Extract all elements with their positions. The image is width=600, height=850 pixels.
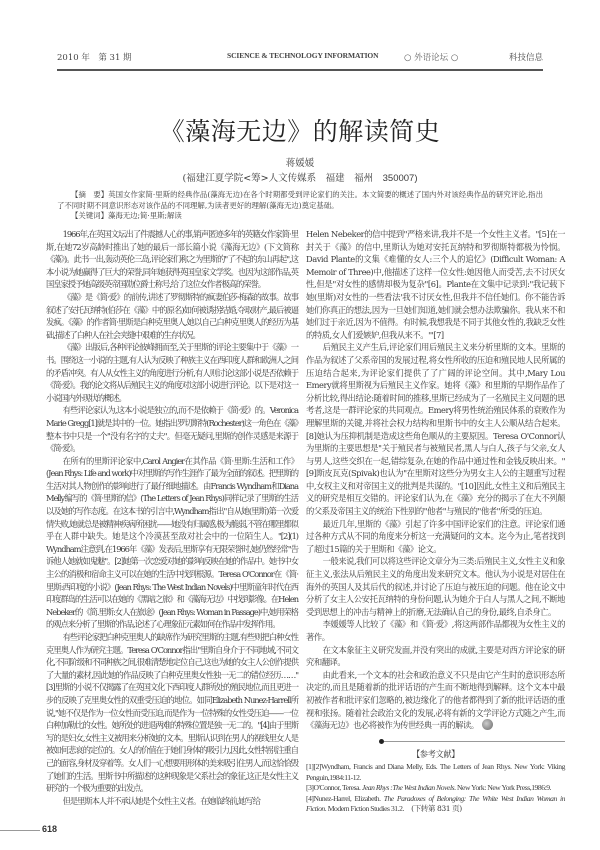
right-column xyxy=(306,228,565,815)
reference-item: [1][2]Wyndham, Francis and Diana Melly, Eds. The Letters of Jean Rhys. New York: Viking Penguin,1984:11-12. xyxy=(306,762,565,782)
page-number: 618 xyxy=(42,824,58,834)
conclusion-text: 由此看来,一个文本的社会和政治意义不只是由它产生时的意识形态所决定的,而且是随着新的批评话语的产生而不断地得到解释。这个文本中最初被作者和批评家们忽略的,被边缘化了的他者都得到了新的批评话语的重视和张扬。随着社会政治文化的发展,必将有新的文学评论方式随之产生,而《藻海无边》也必将被作为传世经典一再的解读。 xyxy=(306,669,565,731)
paragraph: 但是里斯本人并不承认她是个女性主义者。在她临终前,她写给 xyxy=(62,795,260,806)
paragraph: 在所有的里斯评论家中,Carol Angier在其作品《简·里斯:生活和工作》(Jean Rhys: Life and work)中对里斯的写作生涯作了最为全面的叙述。把里斯的生活对其人物创作的影响进行了最仔细地描述。由Francis Wyndham和Diana Melly编写的《简·里斯的信》(The Letters of Jean Rhys)同样记录了里斯的生活以及她的写作态度。在这本书的引言中,Wyndham指出"自从她(里斯)第一次爱情失败,她就总是被精神疾病所困扰——她没有归属感,极为脆弱,不管在哪里都似乎在人群中缺失。她是这个冷漠甚至敌对社会中的一位陌生人。"[2](1) Wyndham注意到,在1966年《藻》发表后,里斯享有无限荣誉时,她仍然经常"告诉他人她就如鬼魅"。[2]她第一次恋爱对她的影响反映在她的作品中。她书中女主公的消极和宿命主义可以在她的生活中找到根源。Teresa O'Connor在《简·里斯:西印度的小说》(Jean Rhys: The West Indian Novels)中里斯童年时代在西印度群岛的生活可以在她的《黑暗之旅》和《藻海无边》中找到影像。在Helen Nebeker的《简.里斯:女人在旅途》(Jean Rhys: Woman in Passage)中,她用荣格的观点来分析了里斯的作品,论述了心理象征元素如何在作品中发挥作用。 xyxy=(46,455,298,630)
paragraph xyxy=(306,669,565,732)
paragraph: 1966年,在英国文坛出了件震撼人心的事,销声匿迹多年的英籍女作家简·里斯,在她72岁高龄时推出了她的最后一部长篇小说《藻海无边》(下文简称《藻》)。此书一出,轰动英伦三岛,评论家们称之为里斯的"了不起的东山再起",这本小说为她赢得了巨大的荣誉,同年她获得英国皇家文学奖。也因为这部作品,英国皇家授予她高级英帝国勋位爵士称号,给了这位女作者极高的荣誉。 xyxy=(46,229,298,290)
postal-code: 350007) xyxy=(382,173,418,184)
header-rule xyxy=(57,69,543,71)
affiliation-text: (福建江夏学院<筹>人文传媒系 福建 福州 xyxy=(182,173,374,184)
reference-item: [4]Nunez-Harrel, Elizabeth. The Paradoxes of Belonging: The White West Indian Woman in Fiction. Modern Fiction Studies 31.2. (下转第 831 页) xyxy=(306,793,565,814)
paragraph: 有些评论家把白种克里奥人的缺席作为研究里斯的主题,有些则把白种女性克里奥人作为研究主题。Teresa O'Connor指出"里斯自身介于不同地域,不同文化,不同阶级和不同种族之间,很难清楚地定位自己,这也为她的女主人公创作提供了大量的素材,因此她的作品反映了白种克里奥女性独一无二的错位经历……"[3]里斯的小说不仅揭露了在英国文化下西印度人群所处的殖民地位,而且更进一步的反映了克里奥女性的双重受压迫的地位。如同Elizabeth Nunez-Harrell所说,"她不仅是作为一位女性而受压迫,而是作为一位特殊的女性受压迫——一位白种加勒比的女性。她所处的进退两难的特殊位置是独一无二的。"[4]由于里斯写的是妇女,女性主义被用来分析她的文本。里斯认识到在男人的视线里女人是被如何悲哀的定位的。女人的价值在于她们身体的吸引力,因此,女性特别注重自己的面容,身材及穿着等。女人们一心想要用形体的美来吸引住男人,而这恰恰毁了她们的生活。里斯书中所描述的这种现象是父系社会的象征,这正是女性主义研究的一个极为重要的出发点。 xyxy=(46,632,298,794)
running-header xyxy=(57,48,543,64)
article-title: 《藻海无边》的解读简史 xyxy=(159,117,441,146)
paragraph: 《藻》是《简·爱》的前传,讲述了罗彻斯特的疯妻伯莎·梅森的故事。故事叙述了安托瓦纳特(伯莎在《藻》中的原名)如何被诱拐结婚,夺取财产,最后被逼发疯。《藻》的作者简·里斯是白种克里奥人,她以自己白种克里奥人的经历为基础,描述了白种人在社会夹缝中艰难的生存状况。 xyxy=(46,291,298,340)
paragraph: Helen Nebeker的信中提到"严格来讲,我并不是一个女性主义者。"[5]在一封关于《藻》的信中,里斯认为她对安托瓦纳特和罗彻斯特都极为怜悯。David Plante的文集《难懂的女人:三个人的追忆》(Difficult Woman: A Memoir of Three)中,他描述了这样一位女性:她因他人而受苦,去不讨厌女性,但是"对女性的感情却极为复杂"[6]。Plante在文集中记录到:"我记载下她(里斯)对女性的一些看法'我不讨厌女性,但我并不信任她们。你不能告诉她们你真正的想法,因为一旦她们知道,她们就会想办法欺骗你。我从来不和她们过于亲近,因为不值得。有时候,我想我是不同于其他女性的,我缺乏女性的特质,女人们爱嫉妒,但我从来不。'"[7] xyxy=(306,229,565,340)
author-name: 蒋媛媛 xyxy=(285,158,315,169)
page-number-rule xyxy=(0,830,40,831)
references-rule xyxy=(306,737,565,747)
paragraph: 一般来说,我们可以将这些评论文章分为三类:后殖民主义,女性主义和象征主义,张法从后殖民主义的角度出发来研究文本。他认为小说是对居住在海外的英国人及其后代的叙述,并讨论了压迫与被压迫的问题。他在论文中分析了女主人公安托瓦纳特的身份问题,认为她介于白人与黑人之间,不断地受到思想上的冲击与精神上的折磨,无法确认自己的身份,最终,自杀身亡。 xyxy=(306,556,565,617)
paragraph: 后殖民主义产生后,评论家们用后殖民主义来分析里斯的文本。里斯的作品为叙述了父系帝国的发展过程,将女性所收的压迫和殖民地人民所属的压迫结合起来,为评论家们提供了了广阔的评论空间。其中,Mary Lou Emery就将里斯视为后殖民主义作家。她将《藻》和里斯的早期作品作了分析比较,得出结论:随着时间的推移,里斯已经成为了一名殖民主义问题的思考者,这是一群评论家的共同观点。Emery将男性统治殖民体系的衰败作为理解里斯的关键,并将社会权力结构和里斯书中的女主人公顺从结合起来。[8]她认为压抑机制是造成这些角色顺从的主要原因。Teresa O'Connor认为里斯的主要思想是"关于殖民者与被殖民者,黑人与白人,孩子与父亲,女人与男人,这些交织在一起,错综复杂,在她的作品中通过性和金钱反映出来。"[9]斯皮瓦克(Spivak)也认为"在里斯对这些分为男女主人公的主题重写过程中,女权主义和对帝国主义的批判是共谋的。"[10]因此,女性主义和后殖民主义的研究是相互交错的。评论家们认为,在《藻》充分的揭示了在大不列颠的父系及帝国主义的统治下性别的"他者"与殖民的"他者"所受的压迫。 xyxy=(306,342,565,517)
reference-item: [3]O'Connor, Teresa. Jean Rhys :The West Indian Novels. New York: New York Press,1986:9. xyxy=(306,783,552,793)
continued-note: (下转第 831 页) xyxy=(411,804,462,814)
paragraph: 在文本象征主义研究发面,并没有突出的成就,主要是对西方评论家的研究和翻译。 xyxy=(306,644,565,668)
issue-label: 2010 年 第 31 期 xyxy=(57,53,132,63)
abstract-block xyxy=(57,190,543,222)
paragraph: 最近几年,里斯的《藻》引起了许多中国评论家们的注意。评论家们通过各种方式从不同的角度来分析这一充满疑问的文本。迄今为止,笔者找到了超过15篇的关于里斯和《藻》论文。 xyxy=(306,518,565,554)
author-affiliation xyxy=(0,170,600,184)
journal-name: SCIENCE & TECHNOLOGY INFORMATION xyxy=(227,51,379,60)
abstract: 【摘 要】英国女作家简·里斯的经典作品(藻海无边)在各个时期都受到评论家们的关注。本文简要的概述了国内外对该经典作品的研究评论,指出了不同时期不同意识形态对该作品的不同理解,为读者更好的理解(藻海无边)奠定基础。 xyxy=(57,190,543,210)
end-mark-icon xyxy=(482,719,493,730)
paragraph: 《藻》出版后,各种评论彼峰拥而至,关于里斯的评论主要集中于《藻》一书。围绕这一小说的主题,有人认为反映了种族主义在西印度人群和欧洲人之间的矛盾冲突。有人从女性主义的角度进行分析,有人则讨论这部小说是否依赖于《简·爱》。我的论文将从后殖民主义的角度对这部小说进行评论。以下是对这一小说国内外现状的概述。 xyxy=(46,342,298,403)
paragraph: 李媛媛等人比较了《藻》和《简·爱》,将这两部作品都视为女性主义的著作。 xyxy=(306,619,565,642)
section-label: ○ 外语论坛 ○ xyxy=(404,53,459,63)
journal-brand: 科技信息 xyxy=(508,53,543,63)
left-column xyxy=(46,228,298,807)
references-heading: 【参考文献】 xyxy=(411,748,460,759)
paragraph: 有些评论家认为,这本小说是独立的,而不是依赖于《简·爱》的。Veronica Marie Gregg[1]就是其中的一位。她指出罗切斯特(Rochester)这一角色在《藻》整本书中只是一个"没有名字的丈夫"。但毫无疑问,里斯的创作灵感是来源于《简·爱》。 xyxy=(46,405,298,454)
keywords: 【关键词】藻海无边;简·里斯;解读 xyxy=(71,211,182,220)
